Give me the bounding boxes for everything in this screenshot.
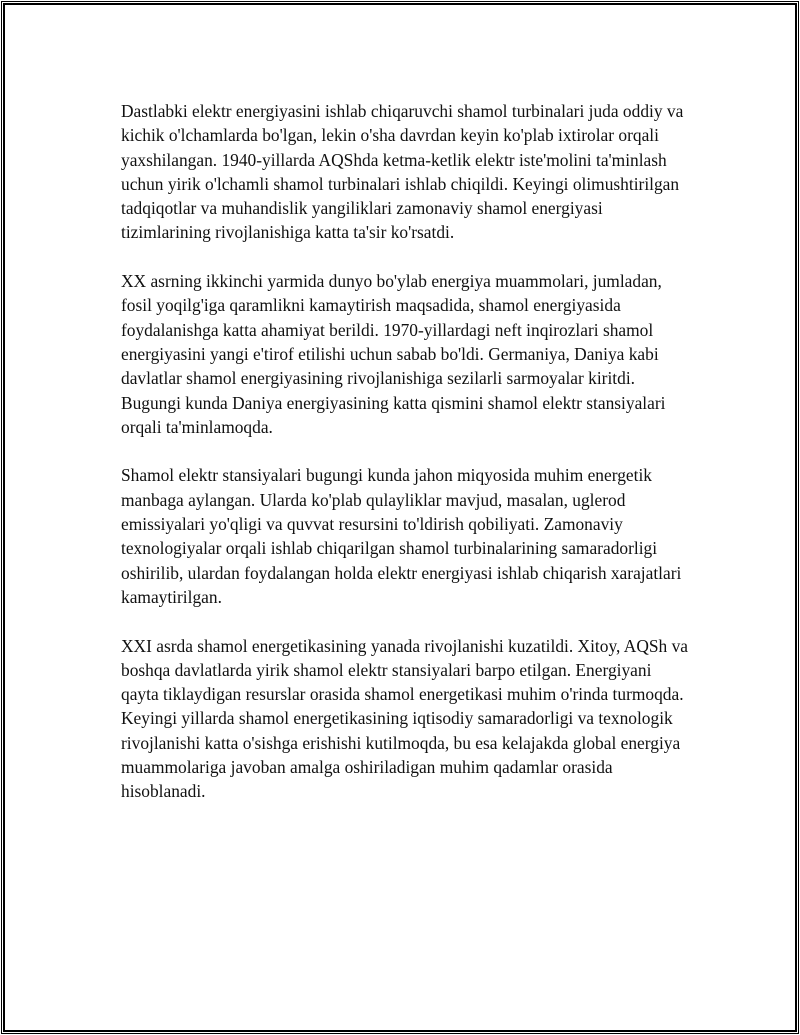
page-border-frame — [3, 3, 797, 1032]
paragraph-3: Shamol elektr stansiyalari bugungi kunda jahon miqyosida muhim energetik manbaga aylangan. Ularda ko'plab qulayliklar mavjud, masalan, uglerod emissiyalari yo'qligi va quvvat resursini to'ldirish qobiliyati. Zamonaviy texnologiyalar orqali ishlab chiqarilgan shamol turbinalarining samaradorligi oshirilib, ulardan foydalangan holda elektr energiyasi ishlab chiqarish xarajatlari kamaytirilgan. — [121, 465, 682, 607]
paragraph-4: XXI asrda shamol energetikasining yanada rivojlanishi kuzatildi. Xitoy, AQSh va boshqa davlatlarda yirik shamol elektr stansiyalari barpo etilgan. Energiyani qayta tiklaydigan resurslar orasida shamol energetikasi muhim o'rinda turmoqda. Keyingi yillarda shamol energetikasining iqtisodiy samaradorligi va texnologik rivojlanishi katta o'sishga erishishi kutilmoqda, bu esa kelajakda global energiya muammolariga javoban amalga oshiriladigan muhim qadamlar orasida hisoblanadi. — [121, 635, 689, 802]
paragraph-2: XX asrning ikkinchi yarmida dunyo bo'ylab energiya muammolari, jumladan, fosil yoqilg'iga qaramlikni kamaytirish maqsadida, shamol energiyasida foydalanishga katta ahamiyat berildi. 1970-yillardagi neft inqirozlari shamol energiyasini yangi e'tirof etilishi uchun sabab bo'ldi. Germaniya, Daniya kabi davlatlar shamol energiyasining rivojlanishiga sezilarli sarmoyalar kiritdi. Bugungi kunda Daniya energiyasining katta qismini shamol elektr stansiyalari orqali ta'minlamoqda. — [121, 271, 666, 437]
paragraph-1: Dastlabki elektr energiyasini ishlab chiqaruvchi shamol turbinalari juda oddiy va kichik o'lchamlarda bo'lgan, lekin o'sha davrdan keyin ko'plab ixtirolar orqali yaxshilangan. 1940-yillarda AQShda ketma-ketlik elektr iste'molini ta'minlash uchun yirik o'lchamli shamol turbinalari ishlab chiqildi. Keyingi olimushtirilgan tadqiqotlar va muhandislik yangiliklari zamonaviy shamol energiyasi tizimlarining rivojlanishiga katta ta'sir ko'rsatdi. — [121, 101, 684, 243]
document-body — [121, 99, 693, 804]
